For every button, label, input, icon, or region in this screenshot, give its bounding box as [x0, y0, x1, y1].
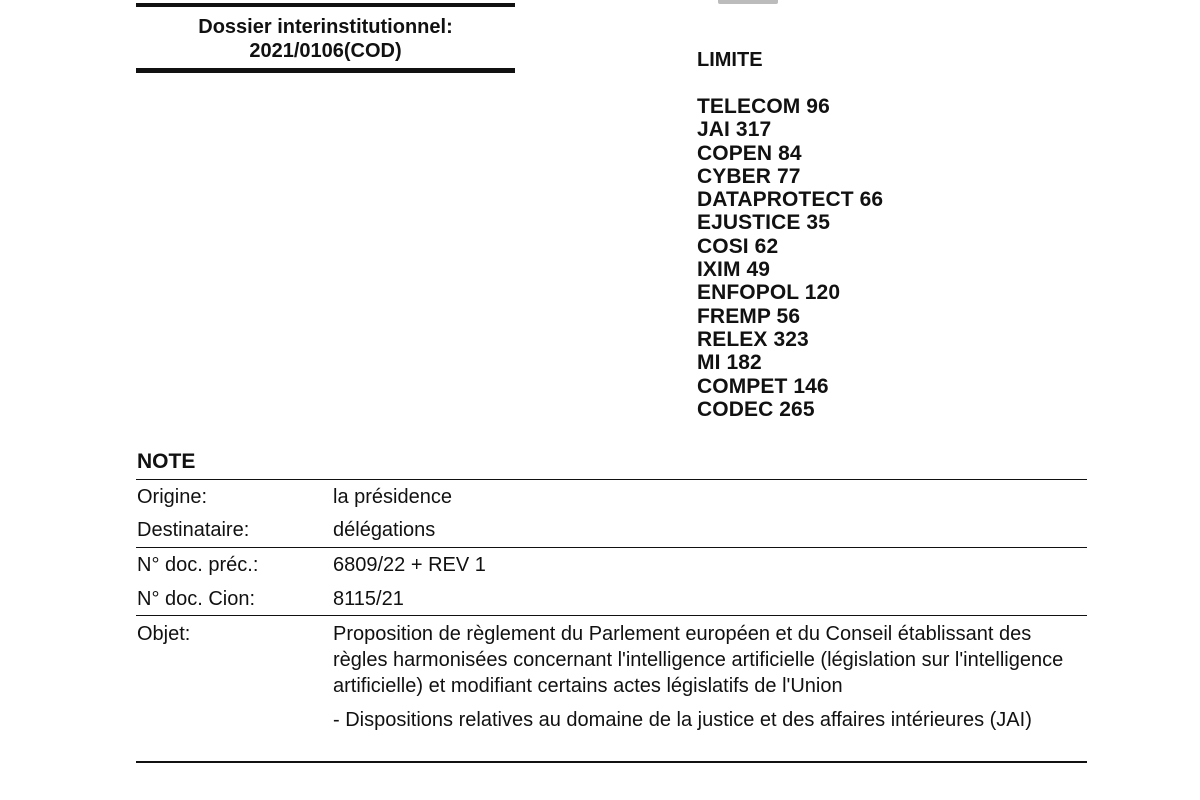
subject-code: COSI 62: [697, 234, 779, 258]
divider-note-bottom: [136, 761, 1087, 763]
objet-text: Proposition de règlement du Parlement européen et du Conseil établissant des règles harmonisées concernant l'intelligence artificielle (législation sur l'intelligence artificielle) et modifiant certains actes législatifs de l'Union: [333, 623, 1064, 697]
subject-code: IXIM 49: [697, 258, 771, 282]
doc-prec-value: 6809/22 + REV 1: [333, 554, 486, 576]
doc-cion-label: N° doc. Cion:: [137, 588, 256, 610]
subject-code: DATAPROTECT 66: [697, 188, 884, 212]
top-edge-mark: [718, 0, 778, 4]
destinataire-label: Destinataire:: [137, 519, 250, 541]
subject-code: RELEX 323: [697, 327, 809, 351]
subject-code: COMPET 146: [697, 374, 829, 398]
objet-label: Objet:: [137, 623, 191, 645]
origine-value: la présidence: [333, 486, 452, 508]
dossier-label: Dossier interinstitutionnel:: [198, 16, 453, 38]
subject-code: FREMP 56: [697, 304, 801, 328]
objet-value: [333, 621, 1087, 733]
note-title: NOTE: [137, 450, 196, 473]
origine-label: Origine:: [137, 486, 208, 508]
subject-codes-list: [697, 95, 883, 421]
dossier-box: [136, 3, 515, 73]
subject-code: ENFOPOL 120: [697, 281, 841, 305]
subject-code: JAI 317: [697, 118, 772, 142]
subject-code: COPEN 84: [697, 141, 802, 165]
divider-docs: [136, 615, 1087, 616]
subject-code: MI 182: [697, 351, 762, 375]
divider-note-top: [136, 479, 1087, 480]
doc-prec-label: N° doc. préc.:: [137, 554, 259, 576]
subject-code: CYBER 77: [697, 164, 801, 188]
subject-code: TELECOM 96: [697, 95, 830, 118]
classification-label: LIMITE: [697, 49, 763, 71]
subject-code: CODEC 265: [697, 397, 815, 421]
dossier-number: 2021/0106(COD): [249, 40, 402, 62]
destinataire-value: délégations: [333, 519, 436, 541]
divider-recipients: [136, 547, 1087, 548]
subject-code: EJUSTICE 35: [697, 211, 830, 235]
doc-cion-value: 8115/21: [333, 588, 404, 610]
objet-subtext: - Dispositions relatives au domaine de la justice et des affaires intérieures (JAI): [333, 709, 1032, 731]
